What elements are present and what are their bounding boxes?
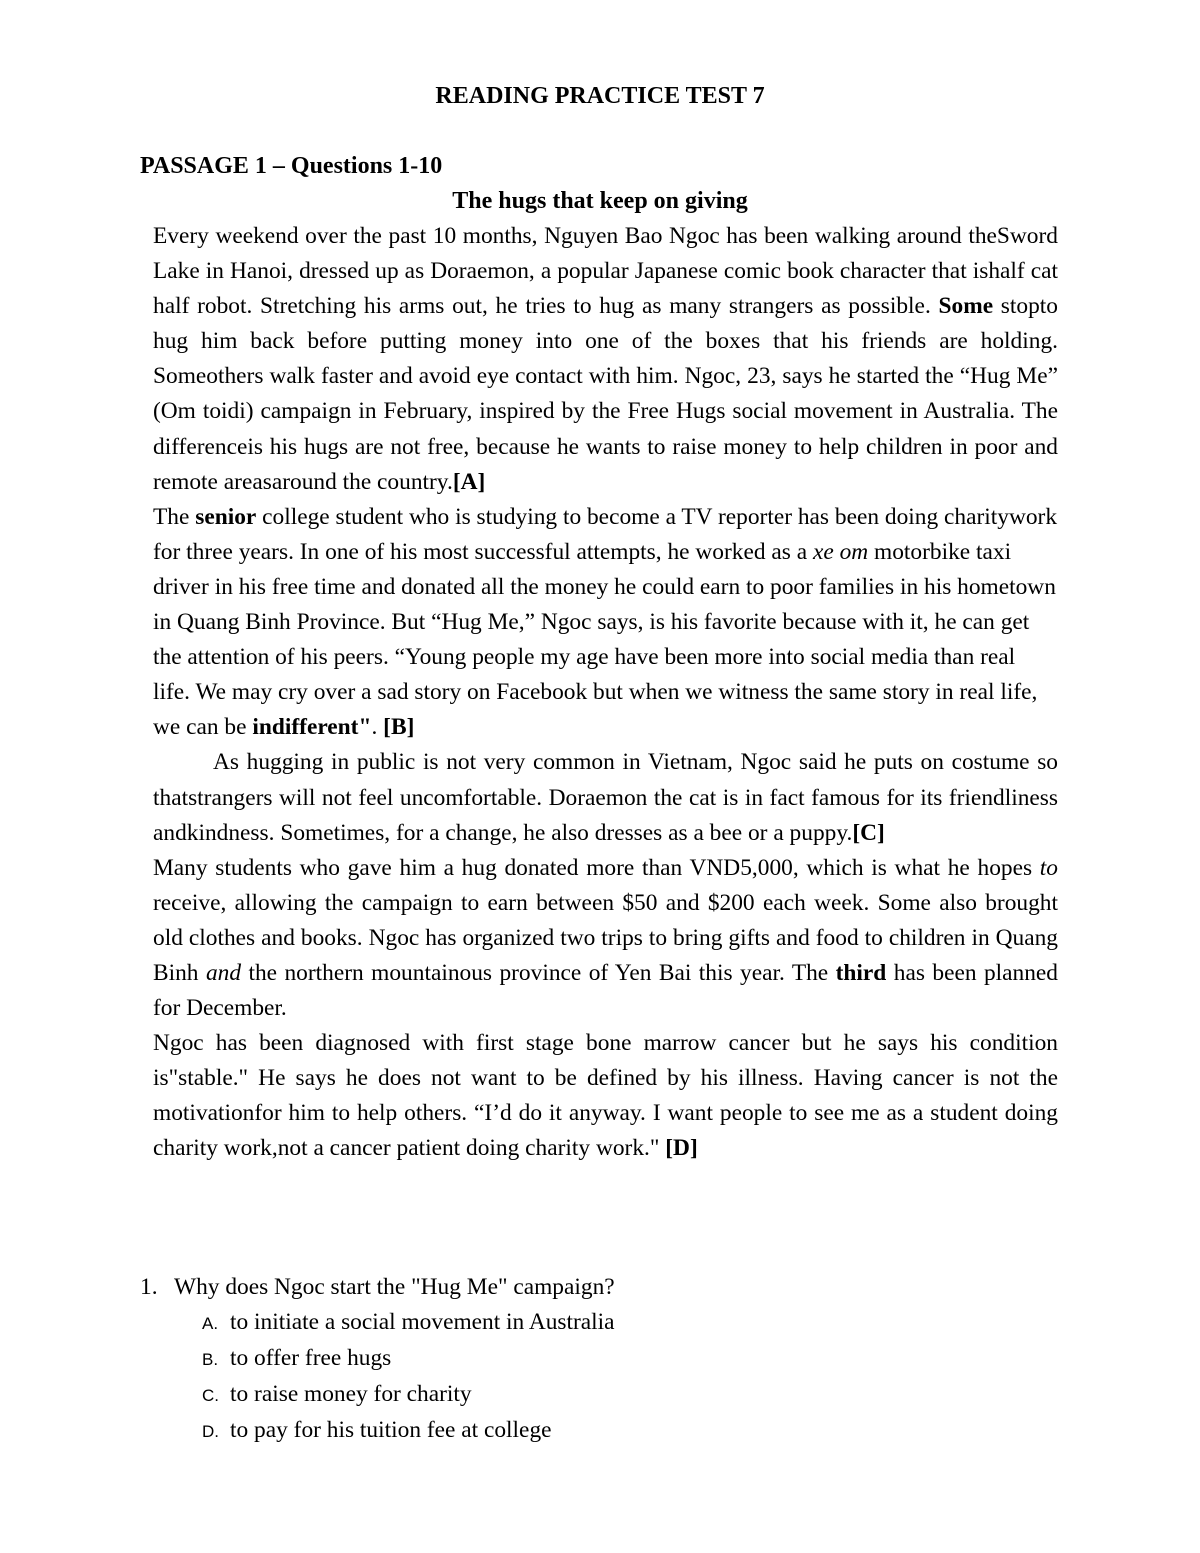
paragraph-5 xyxy=(153,1026,1058,1166)
option-text: to raise money for charity xyxy=(230,1381,472,1408)
paragraph-text: The xyxy=(153,503,196,530)
passage-title: The hugs that keep on giving xyxy=(452,188,748,214)
highlighted-word: third xyxy=(835,959,887,986)
position-marker-c: [C] xyxy=(852,819,885,846)
paragraph-text: college student who is studying to become a TV reporter has been doing charitywork for three years. In one of his most successful attempts, he worked as a xyxy=(153,503,1058,565)
answer-option-a[interactable] xyxy=(140,1305,1090,1341)
paragraph-2 xyxy=(153,500,1058,746)
answer-options xyxy=(140,1305,1090,1449)
option-letter: B. xyxy=(202,1350,219,1370)
question-1 xyxy=(140,1270,1090,1449)
passage-body xyxy=(153,219,1058,1167)
passage-heading: PASSAGE 1 – Questions 1-10 xyxy=(140,153,443,179)
paragraph-4 xyxy=(153,851,1058,1026)
option-letter: A. xyxy=(202,1314,219,1334)
question-stem xyxy=(140,1270,1090,1305)
position-marker-d: [D] xyxy=(665,1135,698,1162)
option-text: to initiate a social movement in Australia xyxy=(230,1309,615,1336)
highlighted-word: senior xyxy=(195,503,257,530)
italic-word: and xyxy=(205,959,242,986)
paragraph-3 xyxy=(153,745,1058,850)
option-letter: D. xyxy=(202,1422,219,1442)
paragraph-text: stopto hug him back before putting money into one of the boxes that his friends are holding. Someothers walk faster and avoid eye contact with him. Ngoc, 23, says he started the “Hug Me” (Om toidi) campaign in February, inspired by the Free Hugs social movement in Australia. The differenceis his hugs are not free, because he wants to raise money to help children in poor and remote areasaround the country. xyxy=(153,293,1058,495)
italic-term: xe om xyxy=(812,538,869,565)
paragraph-text: Every weekend over the past 10 months, Nguyen Bao Ngoc has been walking around theSword Lake in Hanoi, dressed up as Doraemon, a popular Japanese comic book character that ishalf cat half robot. Stretching his arms out, he tries to hug as many strangers as possible. xyxy=(153,223,1058,320)
paragraph-text: receive, allowing the campaign to earn between $50 and $200 each week. Some also brought old clothes and books. Ngoc has organized two trips to bring gifts and food to children in Quang Binh xyxy=(153,889,1058,986)
highlighted-word: indifferent" xyxy=(252,714,372,741)
answer-option-b[interactable] xyxy=(140,1341,1090,1377)
paragraph-1 xyxy=(153,219,1058,500)
question-number: 1. xyxy=(140,1274,158,1300)
position-marker-a: [A] xyxy=(452,468,486,495)
option-letter: C. xyxy=(202,1386,219,1406)
paragraph-text: Ngoc has been diagnosed with first stage bone marrow cancer but he says his condition is"stable." He says he does not want to be defined by his illness. Having cancer is not the motivationfor him to help others. “I’d do it anyway. I want people to see me as a student doing charity work,not a cancer patient doing charity work." xyxy=(153,1030,1058,1162)
paragraph-text: Many students who gave him a hug donated more than VND5,000, which is what he hopes xyxy=(153,854,1040,881)
paragraph-text: has been planned for December. xyxy=(153,959,1059,1022)
question-text: Why does Ngoc start the "Hug Me" campaign? xyxy=(174,1274,615,1300)
option-text: to pay for his tuition fee at college xyxy=(230,1417,552,1444)
paragraph-text: . xyxy=(371,714,384,741)
position-marker-b: [B] xyxy=(383,714,415,741)
paragraph-text: As hugging in public is not very common in Vietnam, Ngoc said he puts on costume so thatstrangers will not feel uncomfortable. Doraemon the cat is in fact famous for its friendliness andkindness. Sometimes, for a change, he also dresses as a bee or a puppy. xyxy=(153,749,1058,846)
answer-option-c[interactable] xyxy=(140,1377,1090,1413)
italic-word: to xyxy=(1039,854,1058,881)
option-text: to offer free hugs xyxy=(230,1345,392,1372)
answer-option-d[interactable] xyxy=(140,1413,1090,1449)
highlighted-word: Some xyxy=(938,293,994,320)
page-title: READING PRACTICE TEST 7 xyxy=(435,83,765,109)
paragraph-text: motorbike taxi driver in his free time and donated all the money he could earn to poor families in his hometown in Quang Binh Province. But “Hug Me,” Ngoc says, is his favorite because with it, he can get the attention of his peers. “Young people my age have been more into social media than real life. We may cry over a sad story on Facebook but when we witness the same story in real life, we can be xyxy=(153,538,1056,741)
paragraph-text: the northern mountainous province of Yen Bai this year. The xyxy=(241,959,836,986)
